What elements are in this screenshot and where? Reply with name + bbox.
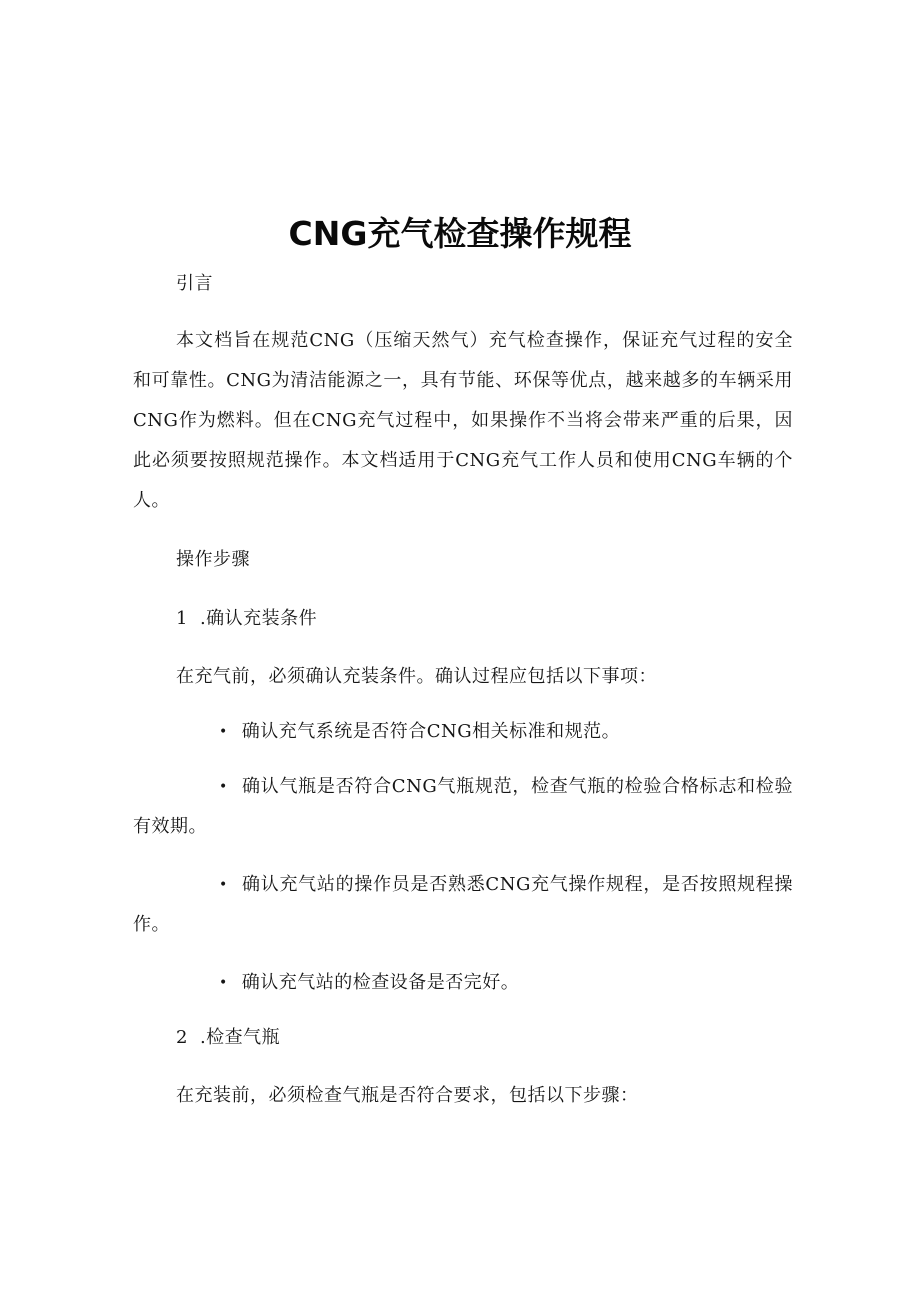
- bullet-icon: •: [219, 779, 228, 795]
- list-item-text: 确认充气站的操作员是否熟悉CNG充气操作规程，是否按照规程操作。: [133, 874, 793, 935]
- list-item: [133, 767, 793, 847]
- steps-heading: 操作步骤: [176, 549, 250, 570]
- bullet-icon: •: [219, 877, 228, 893]
- list-item: [133, 865, 793, 945]
- bullet-icon: •: [219, 724, 228, 740]
- list-item-text: 确认充气系统是否符合CNG相关标准和规范。: [241, 721, 621, 742]
- section-2-intro: 在充装前，必须检查气瓶是否符合要求，包括以下步骤：: [176, 1085, 639, 1106]
- list-item: [133, 963, 793, 1003]
- bullet-icon: •: [219, 975, 228, 991]
- section-1-heading: [176, 599, 317, 639]
- list-item: [133, 712, 793, 752]
- section-1-intro: 在充气前，必须确认充装条件。确认过程应包括以下事项：: [176, 666, 657, 687]
- list-item-text: 确认充气站的检查设备是否完好。: [241, 972, 520, 993]
- section-1-title: .确认充装条件: [199, 608, 318, 629]
- intro-paragraph: 本文档旨在规范CNG（压缩天然气）充气检查操作，保证充气过程的安全和可靠性。CNG为清洁能源之一，具有节能、环保等优点，越来越多的车辆采用CNG作为燃料。但在CNG充气过程中，如果操作不当将会带来严重的后果，因此必须要按照规范操作。本文档适用于CNG充气工作人员和使用CNG车辆的个人。: [133, 330, 793, 511]
- section-2-heading: [176, 1018, 280, 1058]
- list-item-text: 确认气瓶是否符合CNG气瓶规范，检查气瓶的检验合格标志和检验有效期。: [133, 776, 793, 837]
- section-2-number: 2: [176, 1027, 188, 1048]
- section-2-title: .检查气瓶: [199, 1027, 281, 1048]
- document-title: CNG充气检查操作规程: [288, 214, 632, 253]
- intro-heading: 引言: [176, 273, 213, 294]
- section-1-number: 1: [176, 608, 188, 629]
